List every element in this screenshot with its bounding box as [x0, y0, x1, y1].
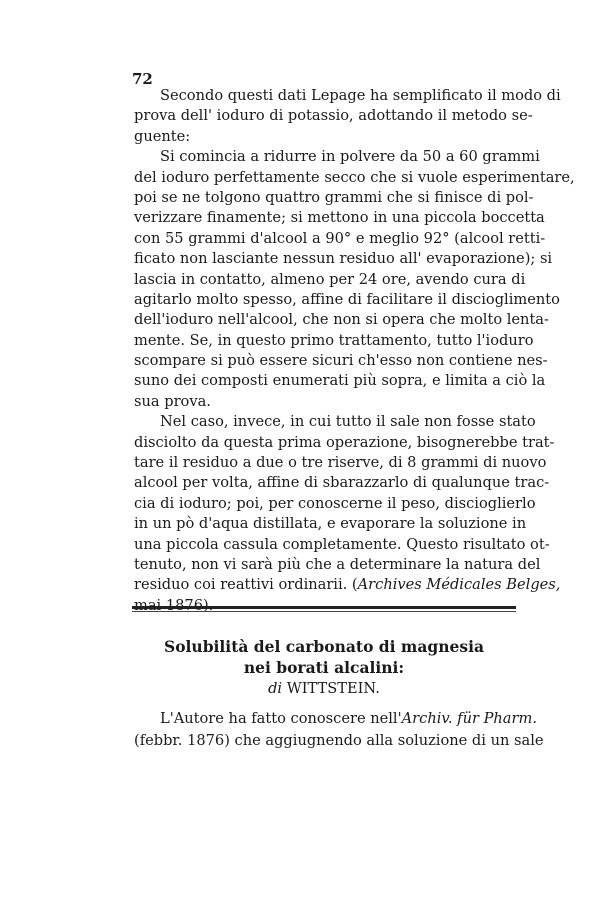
text-line: scompare si può essere sicuri ch'esso non contiene nes- [134, 352, 548, 370]
text-line: Nel caso, invece, in cui tutto il sale non fosse stato [160, 413, 536, 431]
author-name: WITTSTEIN. [286, 680, 380, 697]
text-line: agitarlo molto spesso, affine di facilitare il discioglimento [134, 290, 560, 308]
text-line: tenuto, non vi sarà più che a determinare la natura del [134, 555, 541, 573]
text-line: una piccola cassula completamente. Questo risultato ot- [134, 535, 550, 553]
text-line: cia di ioduro; poi, per conoscerne il peso, discioglierlo [134, 494, 536, 512]
text-line: sua prova. [134, 392, 211, 410]
text-line: tare il residuo a due o tre riserve, di 8 grammi di nuovo [134, 454, 547, 472]
text-line: dell'ioduro nell'alcool, che non si opera che molto lenta- [134, 311, 549, 329]
text-line: alcool per volta, affine di sbarazzarlo di qualunque trac- [134, 474, 550, 492]
section-author [134, 678, 514, 699]
section-body [134, 708, 544, 752]
text-line: Si comincia a ridurre in polvere da 50 a 60 grammi [160, 148, 540, 166]
section-title-line-1: Solubilità del carbonato di magnesia [164, 637, 484, 656]
text-line [134, 708, 537, 730]
text-line: in un pò d'aqua distillata, e evaporare la soluzione in [134, 515, 527, 533]
text-line: suno dei composti enumerati più sopra, e limita a ciò la [134, 372, 546, 390]
text-segment: L'Autore ha fatto conoscere nell' [160, 710, 402, 727]
text-line: Secondo questi dati Lepage ha semplificato il modo di [160, 87, 561, 104]
text-line: poi se ne tolgono quattro grammi che si finisce di pol- [134, 188, 534, 206]
text-line: con 55 grammi d'alcool a 90° e meglio 92° (alcool retti- [134, 229, 546, 247]
text-line: ficato non lasciante nessun residuo all' evaporazione); si [134, 250, 553, 268]
text-line [134, 575, 561, 595]
section-divider-thin [132, 611, 516, 612]
text-segment: residuo coi reattivi ordinarii. ( [134, 576, 358, 594]
text-line: disciolto da questa prima operazione, bisognerebbe trat- [134, 433, 555, 451]
page-number: 72 [132, 70, 153, 88]
text-line: lascia in contatto, almeno per 24 ore, avendo cura di [134, 270, 526, 288]
text-line: del ioduro perfettamente secco che si vuole esperimentare, [134, 168, 575, 186]
text-line: guente: [134, 127, 191, 145]
section-heading [134, 636, 514, 699]
section-divider [132, 606, 516, 609]
text-line: prova dell' ioduro di potassio, adottando il metodo se- [134, 107, 533, 125]
journal-name: Archiv. für Pharm. [401, 710, 537, 727]
article-body [134, 86, 575, 616]
section-title-line-2: nei borati alcalini: [243, 658, 405, 677]
text-line: (febbr. 1876) che aggiugnendo alla soluzione di un sale [134, 732, 544, 749]
author-prefix: di [268, 680, 283, 697]
text-line: verizzare finamente; si mettono in una piccola boccetta [134, 209, 545, 227]
citation-journal: Archives Médicales Belges, [357, 576, 561, 594]
text-line: mente. Se, in questo primo trattamento, tutto l'ioduro [134, 331, 534, 349]
